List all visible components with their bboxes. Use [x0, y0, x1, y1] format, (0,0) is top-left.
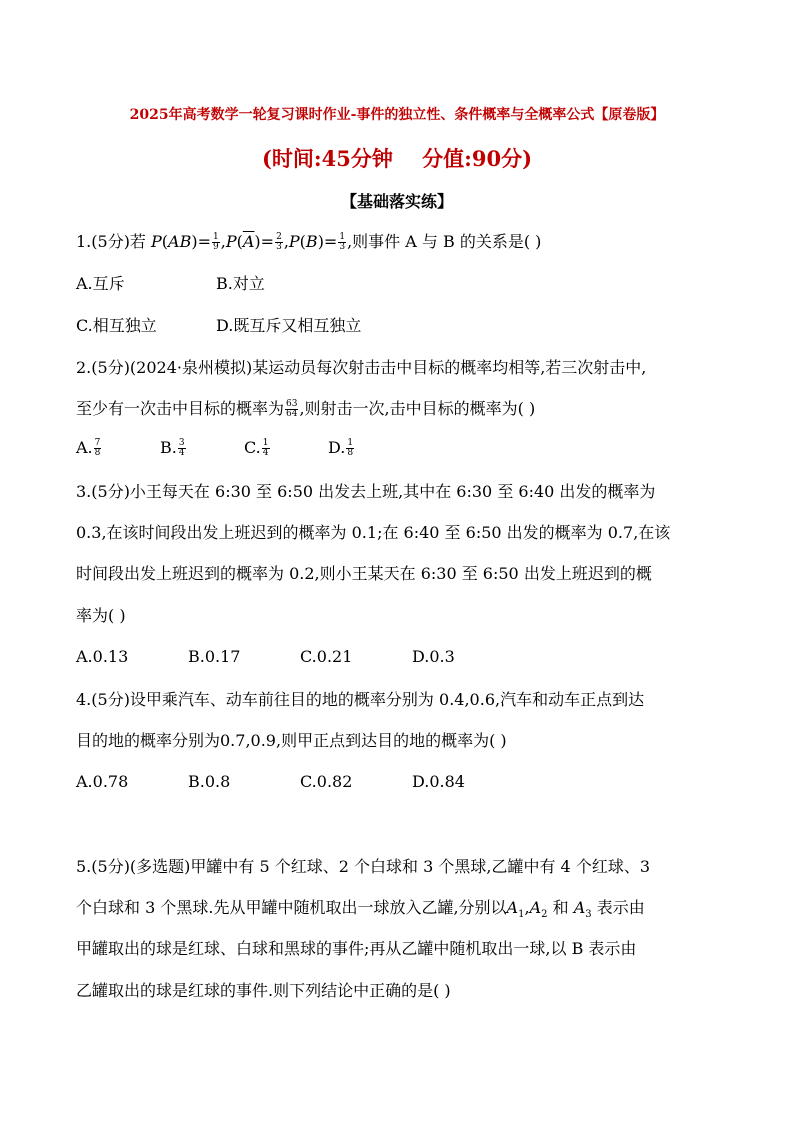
- q3-option-d: D.0.3: [412, 647, 455, 666]
- question-5-line-2: 个白球和 3 个黑球.先从甲罐中随机取出一球放入乙罐,分别以$A_1,A_2$ 和 $A_3$ 表示由: [76, 898, 645, 921]
- question-5-line-3: 甲罐取出的球是红球、白球和黑球的事件;再从乙罐中随机取出一球,以 B 表示由: [76, 939, 637, 958]
- fraction: $\frac{1}{3}$: [339, 232, 346, 252]
- fraction: $\frac{63}{64}$: [286, 399, 298, 419]
- q3-option-b: B.0.17: [188, 647, 241, 666]
- time-score-line: (时间:45分钟 分值:90分): [261, 146, 533, 171]
- question-5-line-4: 乙罐取出的球是红球的事件.则下列结论中正确的是( ): [76, 981, 451, 1000]
- question-5-line-1: 5.(5分)(多选题)甲罐中有 5 个红球、2 个白球和 3 个黑球,乙罐中有 4 个红球、3: [76, 857, 651, 876]
- fraction: $\frac{2}{3}$: [276, 232, 282, 252]
- q4-option-a: A.0.78: [76, 772, 129, 791]
- q1-option-a: A.互斥: [76, 274, 125, 293]
- question-1-suffix: ,则事件 A 与 B 的关系是( ): [347, 232, 542, 251]
- document-title: 2025年高考数学一轮复习课时作业-事件的独立性、条件概率与全概率公式【原卷版】: [129, 107, 665, 123]
- question-2-line-2: 至少有一次击中目标的概率为 $\frac{63}{64}$ ,则射击一次,击中目标的概率为( ): [76, 399, 536, 419]
- q2-option-d: D. $\frac{1}{8}$: [328, 438, 354, 458]
- question-2-line-1: 2.(5分)(2024·泉州模拟)某运动员每次射击击中目标的概率均相等,若三次射击中,: [76, 358, 647, 377]
- q4-option-d: D.0.84: [412, 772, 465, 791]
- question-3-line-2: 0.3,在该时间段出发上班迟到的概率为 0.1;在 6:40 至 6:50 出发的概率为 0.7,在该: [76, 523, 671, 542]
- q3-option-a: A.0.13: [76, 647, 129, 666]
- section-heading: 【基础落实练】: [340, 192, 453, 211]
- question-3-line-4: 率为( ): [76, 606, 126, 625]
- q2-option-a: A. $\frac{7}{8}$: [76, 438, 101, 458]
- question-3-line-1: 3.(5分)小王每天在 6:30 至 6:50 出发去上班,其中在 6:30 至 6:40 出发的概率为: [76, 482, 656, 501]
- q2-option-c: C. $\frac{1}{4}$: [244, 438, 269, 458]
- question-1-prefix: 1.(5分)若: [76, 232, 152, 251]
- q1-option-b: B.对立: [216, 274, 265, 293]
- question-1: 1.(5分)若 P(AB)= $\frac{1}{9}$ $,P(\overline{A})=$ $\frac{2}{3}$ ,P(B)= $\frac{1}{3}$ ,则事件 A 与 B 的关系是( ): [76, 232, 542, 252]
- question-3-line-3: 时间段出发上班迟到的概率为 0.2,则小王某天在 6:30 至 6:50 出发上班迟到的概: [76, 564, 652, 583]
- q4-option-b: B.0.8: [188, 772, 231, 791]
- question-4-line-1: 4.(5分)设甲乘汽车、动车前往目的地的概率分别为 0.4,0.6,汽车和动车正点到达: [76, 690, 645, 709]
- q1-option-c: C.相互独立: [76, 316, 157, 335]
- question-4-line-2: 目的地的概率分别为0.7,0.9,则甲正点到达目的地的概率为( ): [76, 731, 507, 750]
- q3-option-c: C.0.21: [300, 647, 353, 666]
- fraction: $\frac{1}{9}$: [213, 232, 219, 252]
- q2-option-b: B. $\frac{3}{4}$: [160, 438, 185, 458]
- q4-option-c: C.0.82: [300, 772, 353, 791]
- q1-option-d: D.既互斥又相互独立: [216, 316, 362, 335]
